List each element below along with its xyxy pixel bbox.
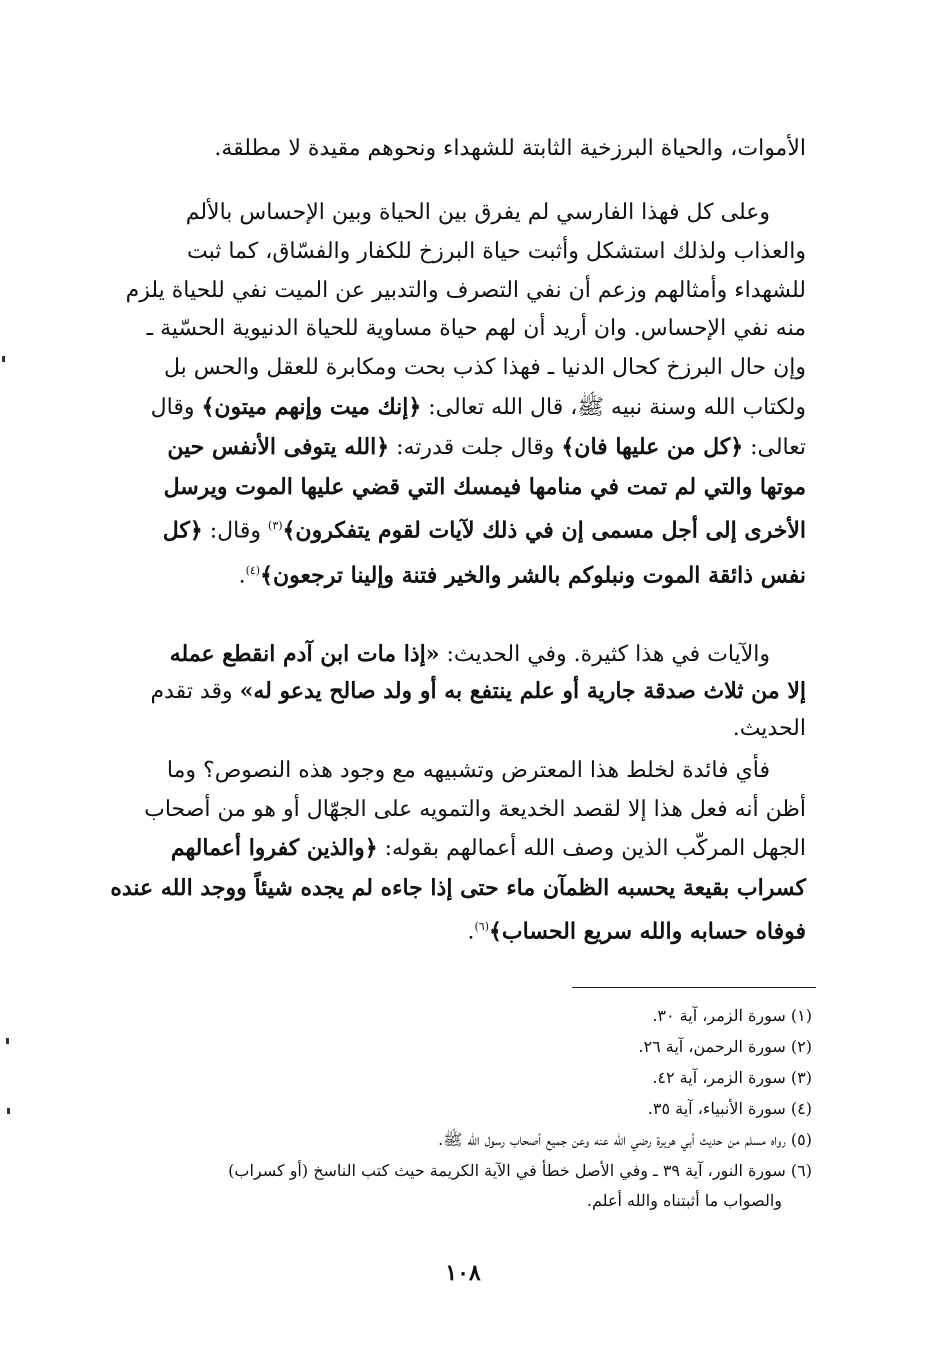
text-line [100,636,806,673]
paragraph-hadith [100,636,806,747]
quran-quote: ﴿إنك ميت وإنهم ميتون﴾ [201,393,422,420]
footnote-ref: (٦) [474,920,490,933]
text-span: . [238,562,246,588]
text-line: الأموات، والحياة البرزخية الثابتة للشهداء ونحوهم مقيدة لا مطلقة. [214,136,806,161]
paragraph-intro [100,130,806,168]
footnote-6-continuation: والصواب ما أثبتناه والله أعلم. [586,1191,782,1210]
quran-quote: ﴿الله يتوفى الأنفس حين [167,433,390,460]
quran-quote: الأخرى إلى أجل مسمى إن في ذلك لآيات لقوم يتفكرون﴾ [282,517,806,544]
footnote-ref: (٤) [245,563,261,577]
text-line: وإن حال البرزخ كحال الدنيا ـ فهذا كذب بحت ومكابرة للعقل والحس بل [163,355,806,381]
text-line: فأي فائدة لخلط هذا المعترض وتشبيهه مع وجود هذه النصوص؟ وما [166,758,770,783]
paragraph-conclusion [100,752,806,952]
text-line: للشهداء وأمثالهم وزعم أن نفي التصرف والتدبير عن الميت نفي للحياة يلزم [125,277,806,303]
text-line: وعلى كل فهذا الفارسي لم يفرق بين الحياة وبين الإحساس بالألم [185,200,770,225]
footnote-4: (٤) سورة الأنبياء، آية ٣٥. [647,1099,812,1118]
footnote-separator [572,987,816,988]
quran-quote: ﴿والذين كفروا أعمالهم [170,835,378,861]
text-line [100,428,806,468]
text-span: تعالى: [743,434,806,460]
text-line [100,507,806,551]
quran-quote: ﴿كل [162,517,203,544]
text-line [100,552,806,596]
footnote-5: (٥) رواه مسلم من حديث أبي هريرة رضي الله عنه وعن جميع أصحاب رسول الله ﷺ. [438,1130,812,1149]
text-span: . [467,919,475,945]
text-line [100,468,806,508]
footnotes [100,1000,812,1216]
quran-quote: فوفاه حسابه والله سريع الحساب﴾ [489,918,806,945]
paragraph-farsi-argument [100,194,806,596]
quran-quote: كسراب بقيعة يحسبه الظمآن ماء حتى إذا جاءه لم يجده شيئاً ووجد الله عنده [110,874,806,901]
text-line [100,829,806,869]
text-line [100,673,806,710]
text-line: والعذاب ولذلك استشكل وأثبت حياة البرزخ للكفار والفسّاق، كما ثبت [186,238,806,264]
text-line [100,869,806,909]
text-span: ولكتاب الله وسنة نبيه ﷺ، قال الله تعالى: [421,394,806,420]
scan-speck [2,356,5,362]
text-line [100,908,806,952]
footnote-6: (٦) سورة النور، آية ٣٩ ـ وفي الأصل خطأ في الآية الكريمة حيث كتب الناسخ (أو كسراب) [228,1161,812,1180]
footnote-3: (٣) سورة الزمر، آية ٤٢. [652,1068,812,1087]
text-span: وقال [150,394,202,420]
quran-quote: نفس ذائقة الموت ونبلوكم بالشر والخير فتنة وإلينا ترجعون﴾ [260,561,806,588]
footnote-ref: (٣) [268,519,283,533]
text-line: أظن أنه فعل هذا إلا لقصد الخديعة والتمويه على الجهّال أو هو من أصحاب [144,796,806,822]
footnote-1: (١) سورة الزمر، آية ٣٠. [652,1006,812,1025]
text-span: وقد تقدم [150,679,240,704]
hadith-quote: «إذا مات ابن آدم انقطع عمله [169,641,440,667]
text-span: وقال جلت قدرته: [389,434,562,460]
text-span: وقال: [202,518,269,544]
quran-quote: موتها والتي لم تمت في منامها فيمسك التي قضي عليها الموت ويرسل [163,473,806,500]
text-line: الحديث. [732,716,806,741]
hadith-quote: إلا من ثلاث صدقة جارية أو علم ينتفع به أو ولد صالح يدعو له» [239,678,806,704]
scan-speck [6,1038,9,1044]
page-number: ١٠٨ [445,1260,481,1286]
text-span: الجهل المركّب الذين وصف الله أعمالهم بقوله: [377,836,806,861]
quran-quote: ﴿كل من عليها فان﴾ [561,433,744,460]
text-line [100,388,806,428]
scan-speck [7,1108,10,1114]
text-span: والآيات في هذا كثيرة. وفي الحديث: [439,642,770,667]
text-line: منه نفي الإحساس. وان أريد أن لهم حياة مساوية للحياة الدنيوية الحسّية ـ [146,316,806,342]
footnote-2: (٢) سورة الرحمن، آية ٢٦. [638,1037,812,1056]
